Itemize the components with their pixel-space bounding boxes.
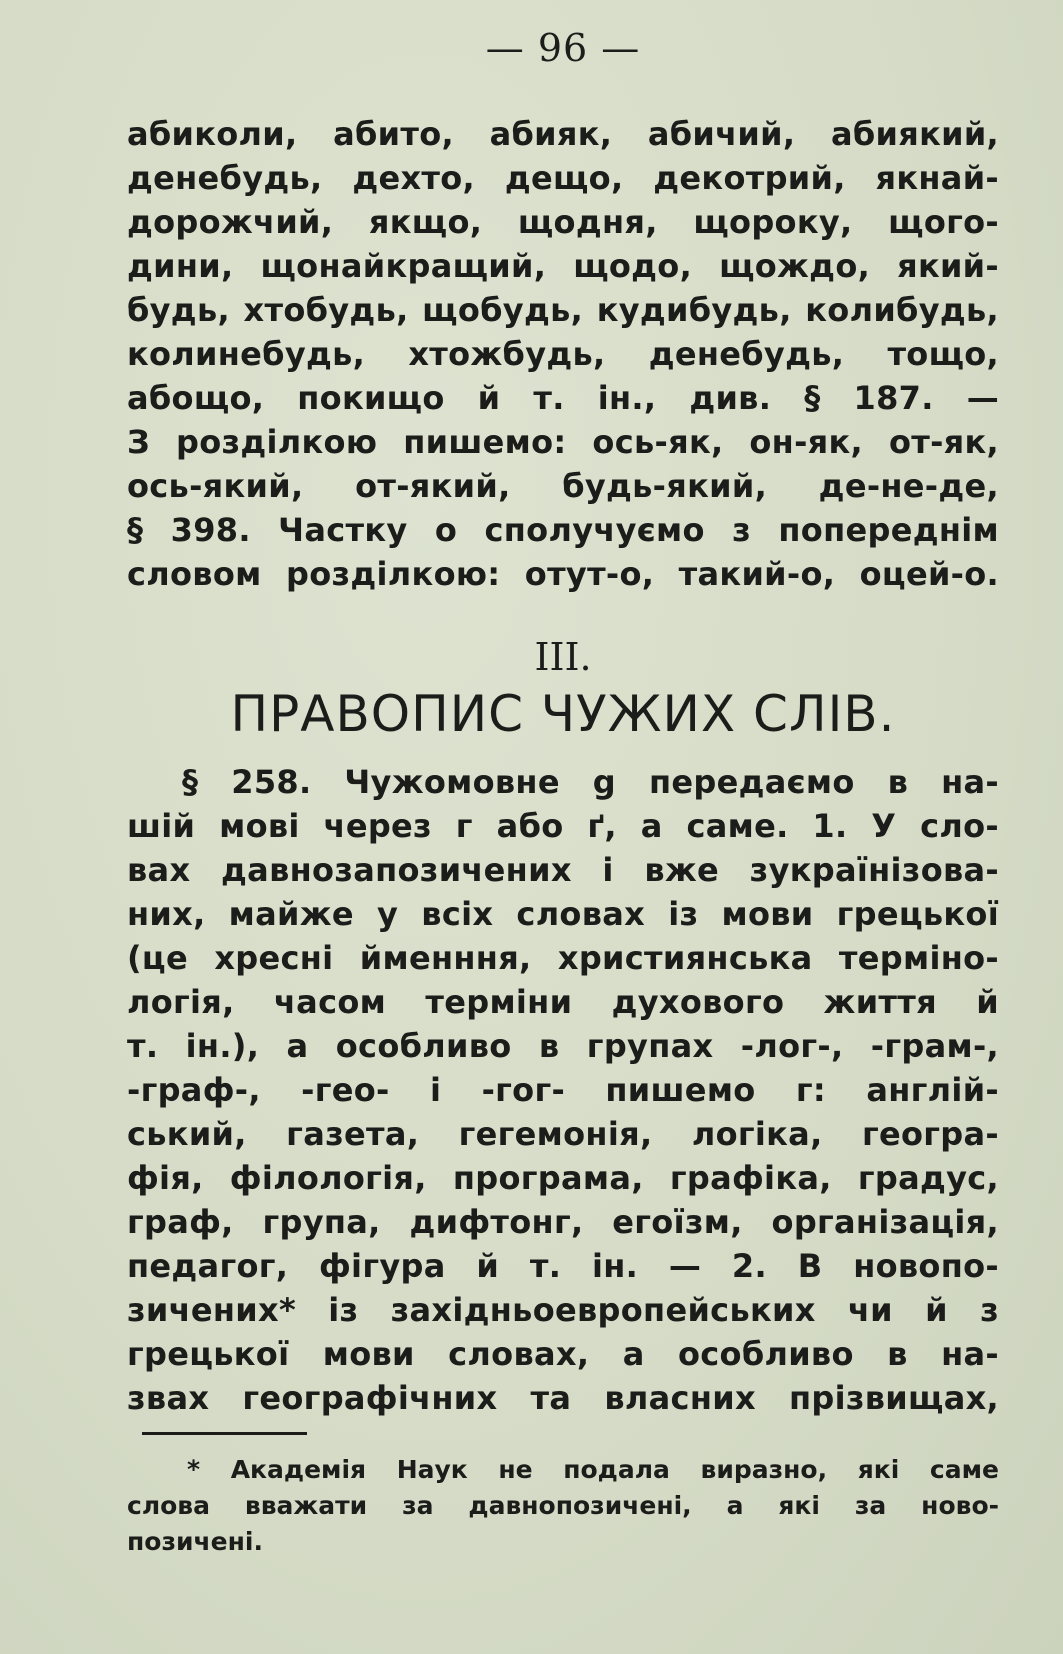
footnote-line: слова вважати за давнопозичені, а які за ново-: [127, 1491, 999, 1520]
page-number: — 96 —: [485, 26, 641, 70]
text-line: -граф-, -гео- і -гог- пишемо г: англій-: [127, 1071, 999, 1109]
text-line: педагог, фігура й т. ін. — 2. В новопо-: [127, 1247, 999, 1285]
section-number: III.: [534, 635, 592, 679]
text-line: § 258. Чужомовне g передаємо в на-: [182, 763, 999, 801]
text-line: денебудь, дехто, дещо, декотрий, якнай-: [127, 159, 999, 197]
text-line: т. ін.), а особливо в групах -лог-, -грам-,: [127, 1027, 999, 1065]
text-line: (це хресні йменння, християнська терміно-: [127, 939, 999, 977]
text-line: ось-який, от-який, будь-який, де-не-де,: [127, 467, 999, 505]
text-line: фія, філологія, програма, графіка, градус,: [127, 1159, 999, 1197]
text-line: вах давнозапозичених і вже зукраїнізова-: [127, 851, 999, 889]
text-line: абощо, покищо й т. ін., див. § 187. —: [127, 379, 999, 417]
text-line: будь, хтобудь, щобудь, кудибудь, колибудь,: [127, 291, 999, 329]
text-line: них, майже у всіх словах із мови грецької: [127, 895, 999, 933]
text-line: дорожчий, якщо, щодня, щороку, щого-: [127, 203, 999, 241]
footnote-divider: [142, 1432, 307, 1435]
text-line: граф, група, дифтонг, егоїзм, організація,: [127, 1203, 999, 1241]
footnote-line: * Академія Наук не подала виразно, які саме: [187, 1455, 999, 1484]
section-title: ПРАВОПИС ЧУЖИХ СЛІВ.: [230, 685, 896, 743]
text-line: абиколи, абито, абияк, абичий, абиякий,: [127, 115, 999, 153]
text-line: словом розділкою: отут-о, такий-о, оцей-о.: [127, 555, 999, 593]
text-line: шій мові через г або ґ, а саме. 1. У сло-: [127, 807, 999, 845]
text-line: звах географічних та власних прізвищах,: [127, 1379, 999, 1417]
text-line: грецької мови словах, а особливо в на-: [127, 1335, 999, 1373]
text-line: ський, газета, гегемонія, логіка, геогра-: [127, 1115, 999, 1153]
text-line: дини, щонайкращий, щодо, щождо, який-: [127, 247, 999, 285]
text-line: § 398. Частку о сполучуємо з попереднім: [127, 511, 999, 549]
text-line: зичених* із західньоевропейських чи й з: [127, 1291, 999, 1329]
footnote-line: позичені.: [127, 1527, 263, 1556]
text-line: З розділкою пишемо: ось-як, он-як, от-як,: [127, 423, 999, 461]
text-line: колинебудь, хтожбудь, денебудь, тощо,: [127, 335, 999, 373]
text-line: логія, часом терміни духового життя й: [127, 983, 999, 1021]
